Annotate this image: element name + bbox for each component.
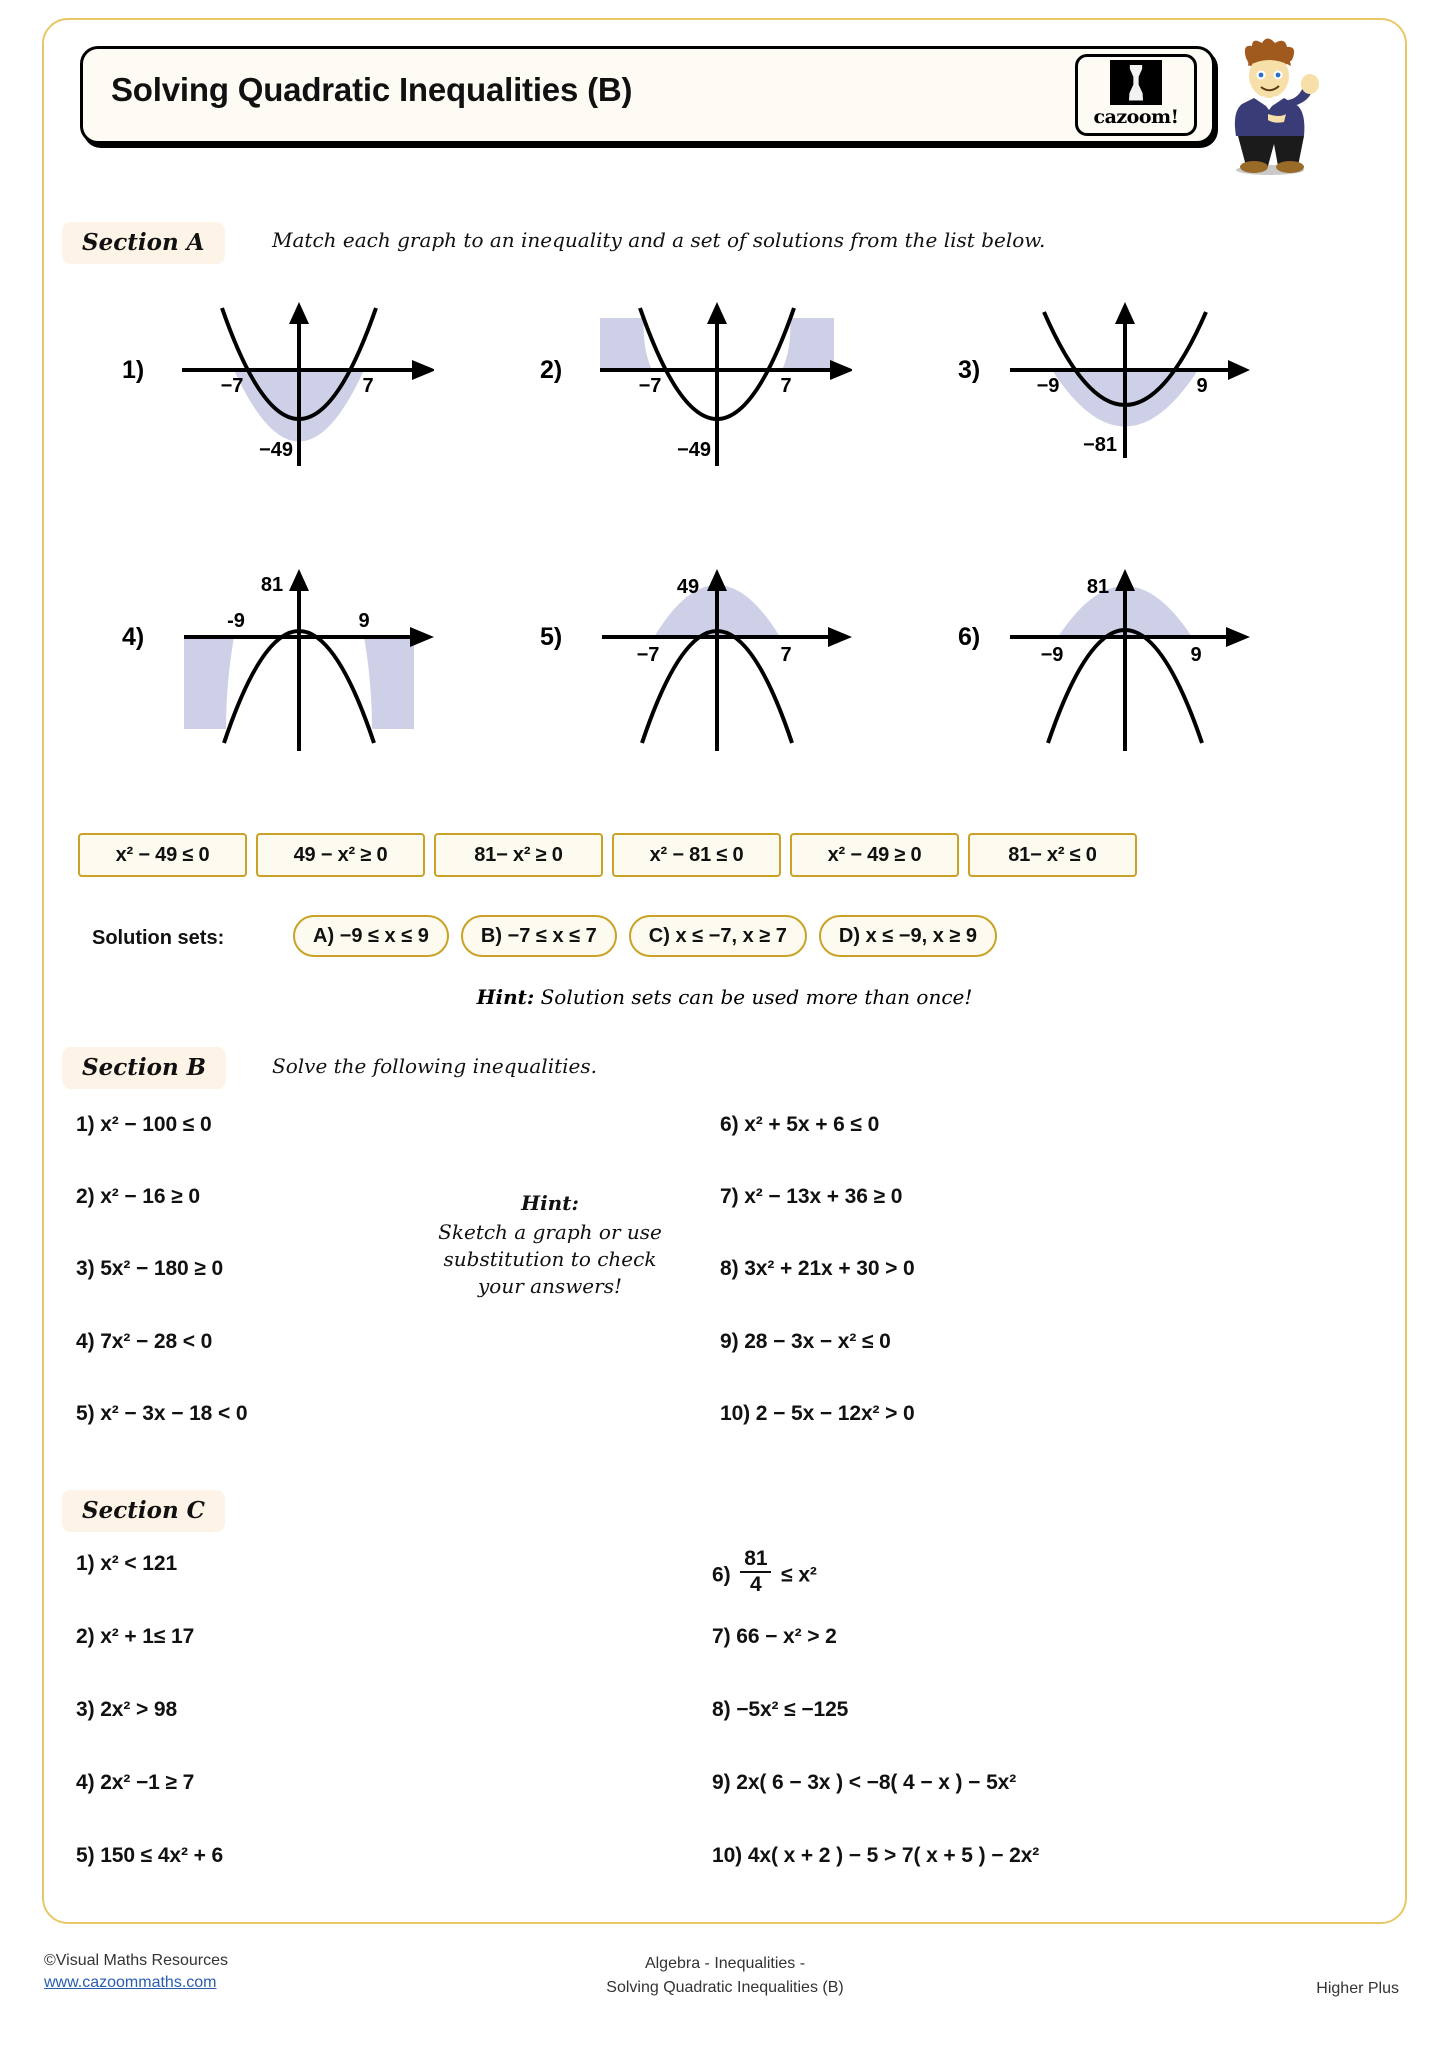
graph-2-plot [582, 298, 852, 468]
question-number: 6) [712, 1563, 731, 1587]
graph-3-plot [1000, 298, 1250, 468]
fraction-tail: ≤ x² [781, 1563, 817, 1587]
graph-6-plot [1000, 565, 1250, 755]
section-a-label: Section A [62, 222, 225, 264]
solution-set-option[interactable]: C) x ≤ −7, x ≥ 7 [629, 915, 807, 957]
graph-3 [958, 298, 1278, 468]
inequality-option[interactable]: x² − 49 ≥ 0 [790, 833, 959, 877]
svg-text:-9: -9 [227, 610, 245, 632]
graph-5 [540, 565, 860, 755]
graph-1-number: 1) [122, 356, 145, 384]
question-text: 66 − x² > 2 [736, 1625, 837, 1648]
inequality-option[interactable]: 81− x² ≥ 0 [434, 833, 603, 877]
question-text: −5x² ≤ −125 [736, 1698, 849, 1721]
section-b-question: 1) x² − 100 ≤ 0 [76, 1113, 212, 1136]
section-c-question: 4) 2x² −1 ≥ 7 [76, 1771, 195, 1794]
section-c-question: 2) x² + 1≤ 17 [76, 1625, 195, 1648]
section-c-question [712, 1771, 1016, 1795]
graph-4-plot [164, 565, 434, 755]
question-text: 2x( 6 − 3x ) < −8( 4 − x ) − 5x² [736, 1771, 1017, 1794]
section-b-question: 8) 3x² + 21x + 30 > 0 [720, 1257, 915, 1280]
graph-6-number: 6) [958, 623, 981, 651]
section-a-hint [0, 985, 1449, 1009]
boy-mascot-icon [1212, 36, 1324, 176]
title-box [80, 46, 1215, 144]
svg-text:−9: −9 [1036, 375, 1060, 397]
section-c-question [712, 1625, 837, 1649]
section-b-hint-text: Sketch a graph or use substitution to check your answers! [438, 1220, 662, 1298]
hourglass-icon [1110, 60, 1162, 105]
solution-sets-label: Solution sets: [92, 927, 225, 949]
graph-1 [122, 298, 442, 468]
logo-wordmark: cazoom! [1093, 106, 1179, 128]
svg-text:7: 7 [780, 375, 792, 397]
svg-text:9: 9 [1190, 644, 1202, 666]
footer [0, 1952, 1449, 2042]
inequality-option[interactable]: 49 − x² ≥ 0 [256, 833, 425, 877]
copyright-text: ©Visual Maths Resources [44, 1952, 229, 1969]
question-number: 10) [712, 1844, 743, 1867]
inequality-options [78, 833, 1137, 877]
graph-2 [540, 298, 860, 468]
solution-set-options [293, 915, 997, 957]
svg-text:81: 81 [260, 574, 284, 596]
svg-text:−9: −9 [1040, 644, 1064, 666]
svg-text:−7: −7 [220, 375, 244, 397]
section-b-question: 7) x² − 13x + 36 ≥ 0 [720, 1185, 903, 1208]
footer-topic-line2: Solving Quadratic Inequalities (B) [606, 1979, 844, 1996]
section-b-hint-label: Hint: [521, 1191, 579, 1215]
svg-text:−49: −49 [677, 439, 711, 461]
question-text: 4x( x + 2 ) − 5 > 7( x + 5 ) − 2x² [747, 1844, 1040, 1867]
section-c-question: 5) 150 ≤ 4x² + 6 [76, 1844, 224, 1867]
section-a-hint-text: Solution sets can be used more than once! [534, 985, 973, 1009]
section-b-question: 9) 28 − 3x − x² ≤ 0 [720, 1330, 891, 1353]
fraction [740, 1548, 771, 1596]
question-number: 8) [712, 1698, 731, 1721]
svg-text:−49: −49 [259, 439, 293, 461]
svg-text:−81: −81 [1083, 434, 1117, 456]
cazoom-logo [1075, 54, 1197, 136]
section-b-question: 6) x² + 5x + 6 ≤ 0 [720, 1113, 880, 1136]
section-c-question: 1) x² < 121 [76, 1552, 178, 1575]
svg-text:81: 81 [1086, 576, 1110, 598]
section-c-question [712, 1844, 1039, 1868]
section-b-question: 5) x² − 3x − 18 < 0 [76, 1402, 248, 1425]
svg-text:49: 49 [676, 576, 700, 598]
graph-3-number: 3) [958, 356, 981, 384]
question-number: 9) [712, 1771, 731, 1794]
section-a-hint-label: Hint: [476, 985, 535, 1009]
section-b-question: 2) x² − 16 ≥ 0 [76, 1185, 200, 1208]
footer-level: Higher Plus [1316, 1980, 1399, 1997]
svg-text:9: 9 [1196, 375, 1208, 397]
graph-1-plot [164, 298, 434, 468]
solution-set-option[interactable]: D) x ≤ −9, x ≥ 9 [819, 915, 997, 957]
inequality-option[interactable]: x² − 81 ≤ 0 [612, 833, 781, 877]
graph-6 [958, 565, 1278, 755]
section-c-question-fraction [712, 1548, 817, 1596]
graph-5-number: 5) [540, 623, 563, 651]
inequality-option[interactable]: x² − 49 ≤ 0 [78, 833, 247, 877]
svg-text:7: 7 [780, 644, 792, 666]
section-a-description: Match each graph to an inequality and a set of solutions from the list below. [272, 228, 1046, 252]
section-c-label: Section C [62, 1490, 225, 1532]
graph-4-number: 4) [122, 623, 145, 651]
svg-text:−7: −7 [638, 375, 662, 397]
fraction-numerator: 81 [740, 1548, 771, 1573]
section-b-question: 3) 5x² − 180 ≥ 0 [76, 1257, 224, 1280]
page-title: Solving Quadratic Inequalities (B) [111, 71, 633, 108]
fraction-denominator: 4 [750, 1573, 762, 1597]
svg-text:−7: −7 [636, 644, 660, 666]
question-number: 7) [712, 1625, 731, 1648]
section-b-question: 10) 2 − 5x − 12x² > 0 [720, 1402, 915, 1425]
graph-2-number: 2) [540, 356, 563, 384]
footer-topic-line1: Algebra - Inequalities - [644, 1955, 806, 1972]
section-c-question: 3) 2x² > 98 [76, 1698, 178, 1721]
footer-center [505, 1952, 945, 2000]
solution-set-option[interactable]: B) −7 ≤ x ≤ 7 [461, 915, 617, 957]
section-c-question [712, 1698, 848, 1722]
section-b-description: Solve the following inequalities. [272, 1054, 597, 1078]
website-link[interactable]: www.cazoommaths.com [44, 1974, 217, 1991]
svg-text:7: 7 [362, 375, 374, 397]
graph-4 [122, 565, 442, 755]
inequality-option[interactable]: 81− x² ≤ 0 [968, 833, 1137, 877]
footer-left [44, 1952, 228, 1992]
section-b-label: Section B [62, 1047, 226, 1089]
solution-set-option[interactable]: A) −9 ≤ x ≤ 9 [293, 915, 449, 957]
graph-5-plot [582, 565, 852, 755]
section-b-question: 4) 7x² − 28 < 0 [76, 1330, 213, 1353]
section-b-hint [420, 1190, 680, 1300]
svg-text:9: 9 [358, 610, 370, 632]
